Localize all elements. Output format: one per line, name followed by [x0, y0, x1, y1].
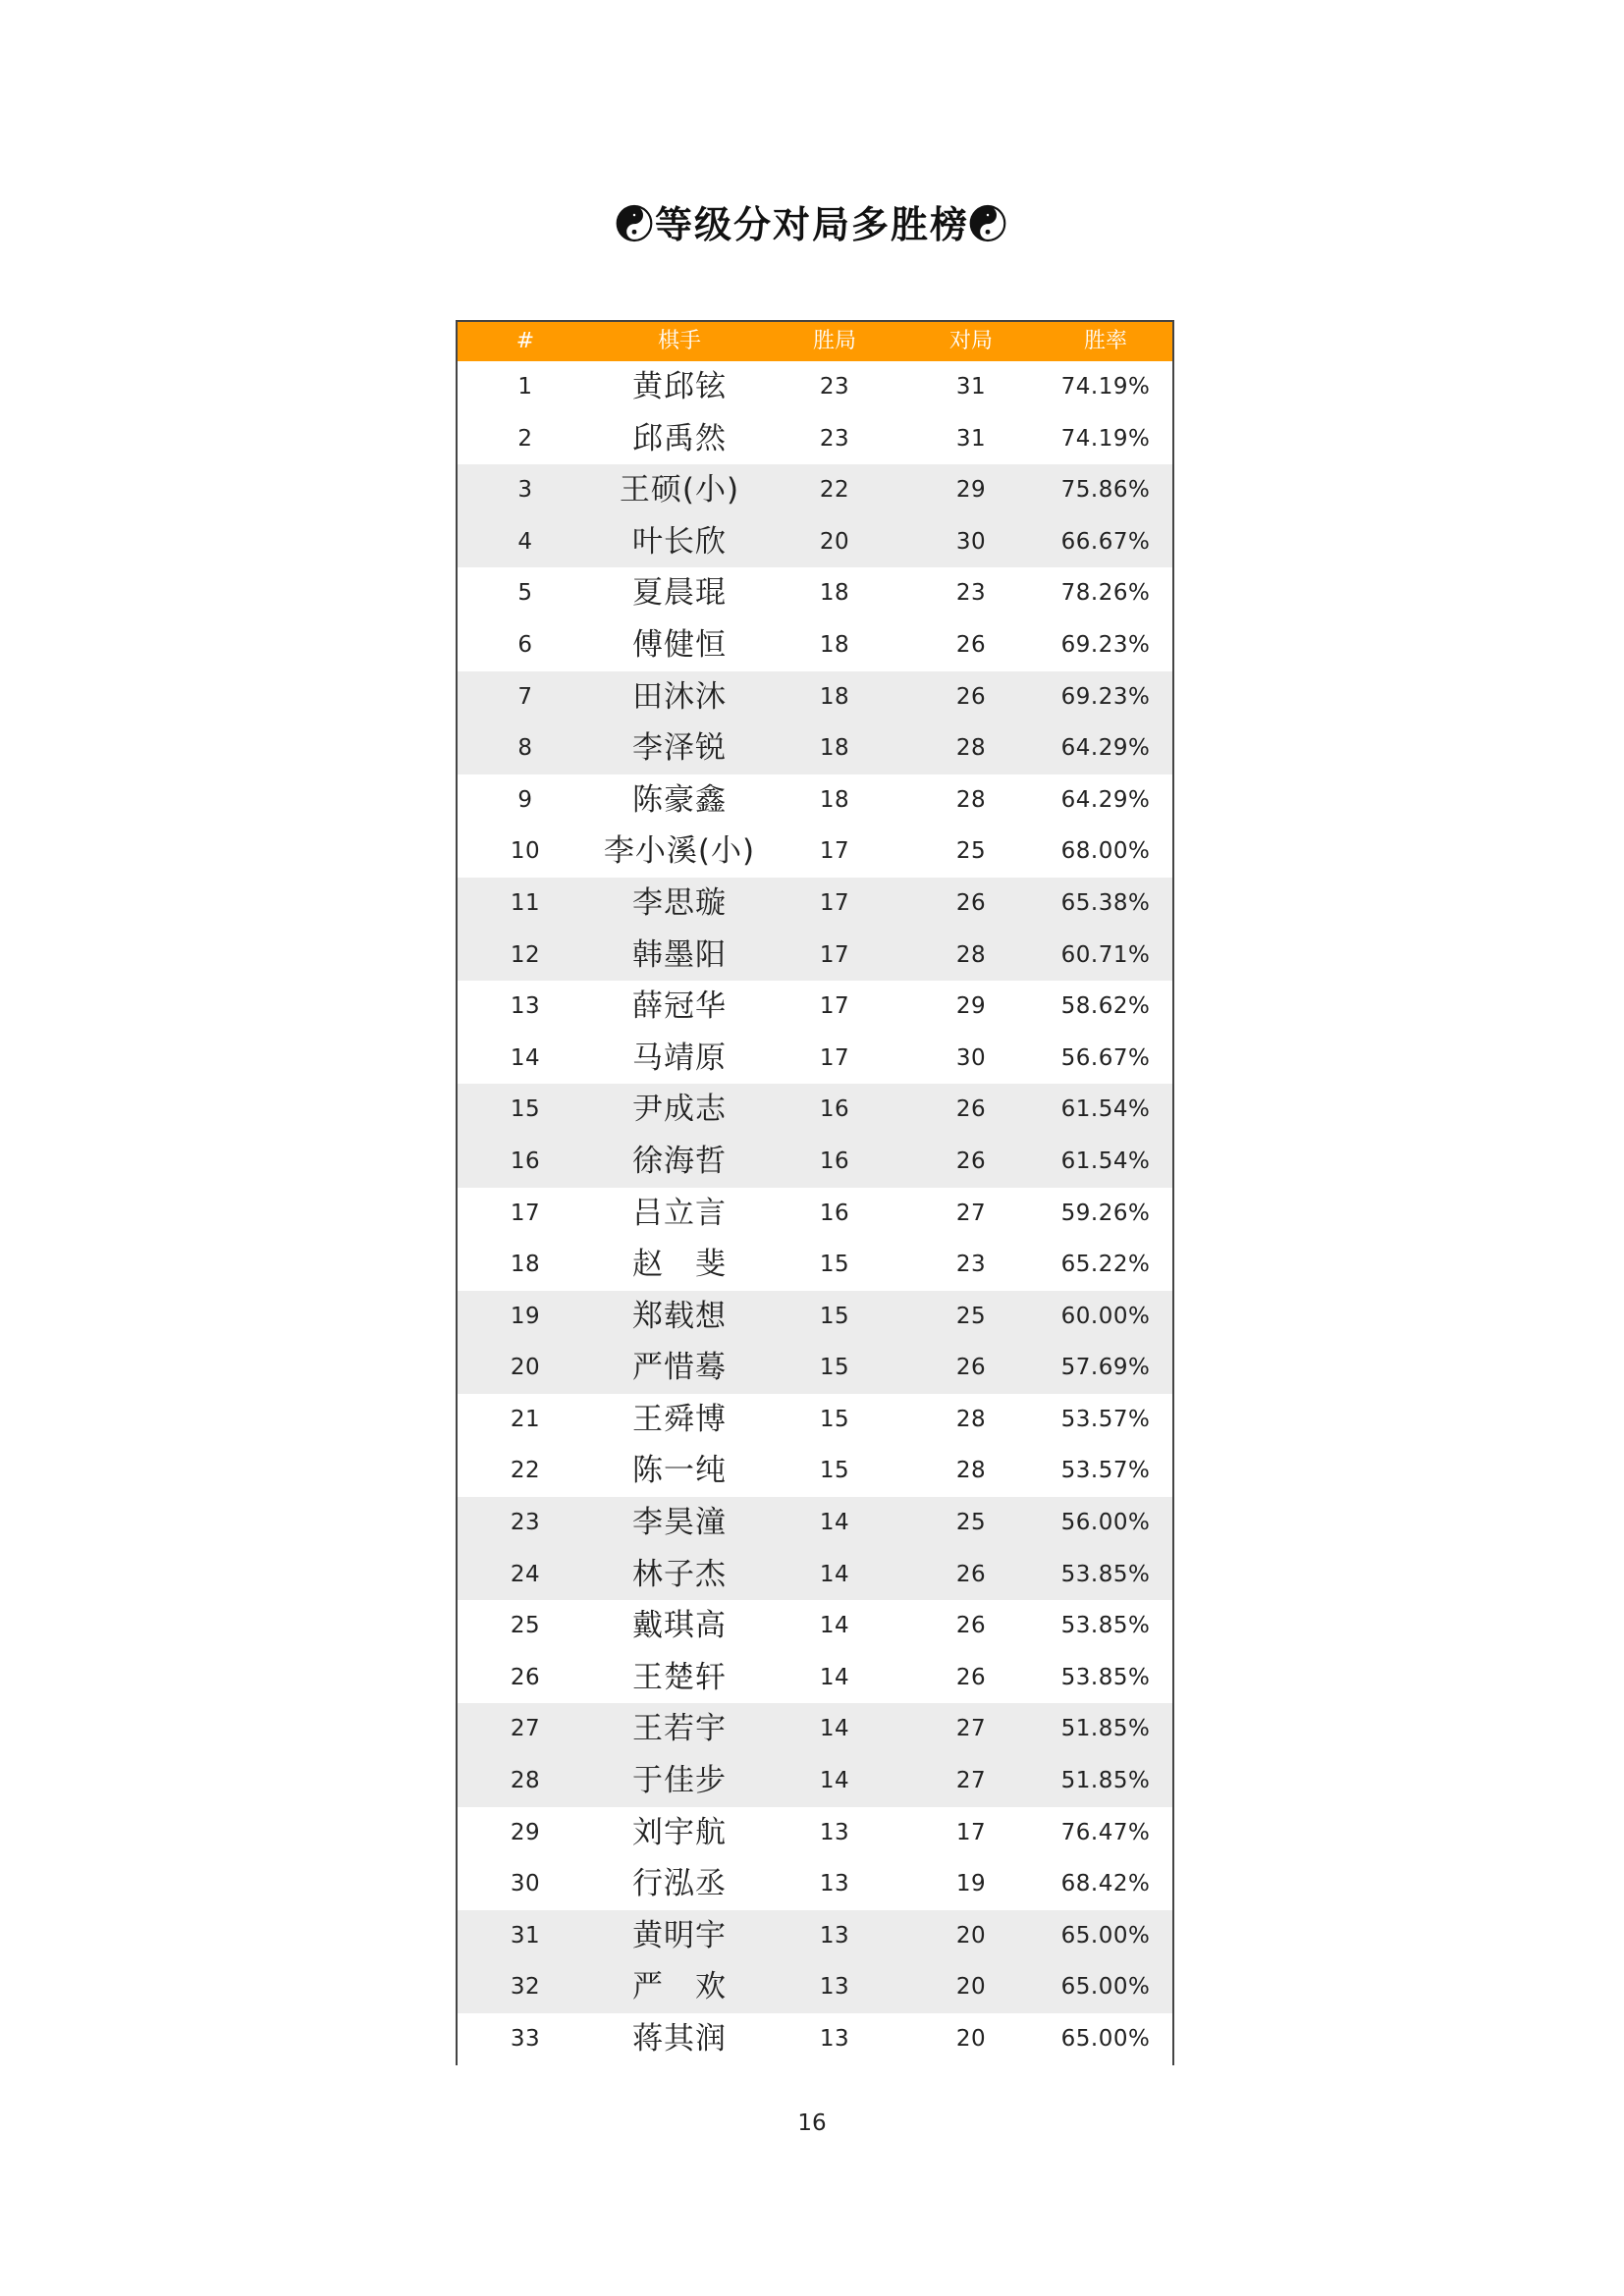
table-row	[458, 567, 1172, 619]
player-name-cell: 王楚轩	[632, 1659, 727, 1695]
table-row	[458, 1188, 1172, 1240]
table-row	[458, 413, 1172, 465]
wins-cell: 17	[819, 993, 850, 1020]
win-rate-cell: 53.57%	[1060, 1458, 1151, 1484]
games-cell: 26	[955, 1096, 987, 1123]
column-header-wins: 胜局	[812, 329, 856, 353]
win-rate-cell: 53.57%	[1060, 1406, 1151, 1432]
win-rate-cell: 69.23%	[1060, 631, 1151, 658]
win-rate-cell: 76.47%	[1060, 1819, 1151, 1845]
rank-cell: 4	[517, 528, 533, 555]
win-rate-cell: 75.86%	[1060, 477, 1151, 504]
rank-cell: 33	[510, 2026, 541, 2052]
table-row	[458, 722, 1172, 774]
games-cell: 20	[955, 2026, 987, 2052]
wins-cell: 15	[819, 1458, 850, 1484]
games-cell: 30	[955, 1044, 987, 1071]
win-rate-cell: 74.19%	[1060, 425, 1151, 452]
table-row	[458, 826, 1172, 878]
table-row	[458, 516, 1172, 568]
games-cell: 26	[955, 1664, 987, 1690]
wins-cell: 18	[819, 580, 850, 607]
player-name-cell: 叶长欣	[632, 523, 727, 560]
player-name-cell: 徐海哲	[632, 1143, 727, 1179]
rank-cell: 24	[510, 1561, 541, 1587]
games-cell: 28	[955, 941, 987, 968]
win-rate-cell: 65.00%	[1060, 2026, 1151, 2052]
player-name-cell: 韩墨阳	[632, 936, 727, 973]
games-cell: 28	[955, 786, 987, 813]
column-header-games: 对局	[948, 329, 993, 353]
table-row	[458, 1084, 1172, 1136]
win-rate-cell: 65.00%	[1060, 1922, 1151, 1949]
player-name-cell: 傅健恒	[632, 626, 727, 663]
wins-cell: 15	[819, 1406, 850, 1432]
player-name-cell: 李思璇	[632, 884, 727, 921]
table-row	[458, 619, 1172, 671]
rank-cell: 1	[517, 374, 533, 400]
games-cell: 31	[955, 425, 987, 452]
column-header-rank: #	[515, 329, 535, 353]
player-name-cell: 吕立言	[632, 1195, 727, 1231]
table-row	[458, 464, 1172, 516]
wins-cell: 17	[819, 941, 850, 968]
rank-cell: 5	[517, 580, 533, 607]
games-cell: 27	[955, 1200, 987, 1226]
rank-cell: 15	[510, 1096, 541, 1123]
games-cell: 26	[955, 1148, 987, 1174]
table-row	[458, 1703, 1172, 1755]
wins-cell: 17	[819, 889, 850, 916]
win-rate-cell: 53.85%	[1060, 1561, 1151, 1587]
win-rate-cell: 56.00%	[1060, 1510, 1151, 1536]
player-name-cell: 刘宇航	[632, 1814, 727, 1850]
games-cell: 23	[955, 580, 987, 607]
wins-cell: 13	[819, 1871, 850, 1897]
table-row	[458, 1136, 1172, 1188]
column-header-player: 棋手	[657, 329, 701, 353]
rank-cell: 22	[510, 1458, 541, 1484]
table-row	[458, 1652, 1172, 1704]
table-row	[458, 878, 1172, 930]
table-row	[458, 1291, 1172, 1343]
games-cell: 19	[955, 1871, 987, 1897]
wins-cell: 17	[819, 1044, 850, 1071]
wins-cell: 14	[819, 1561, 850, 1587]
games-cell: 28	[955, 1406, 987, 1432]
games-cell: 26	[955, 683, 987, 710]
win-rate-cell: 60.00%	[1060, 1303, 1151, 1329]
rank-cell: 21	[510, 1406, 541, 1432]
games-cell: 26	[955, 1613, 987, 1639]
table-header	[458, 322, 1172, 361]
win-rate-cell: 68.00%	[1060, 838, 1151, 865]
column-header-win-rate: 胜率	[1083, 329, 1127, 353]
rank-cell: 8	[517, 735, 533, 762]
player-name-cell: 行泓丞	[632, 1866, 727, 1902]
wins-cell: 13	[819, 2026, 850, 2052]
table-row	[458, 1239, 1172, 1291]
rank-cell: 11	[510, 889, 541, 916]
win-rate-cell: 65.00%	[1060, 1974, 1151, 2001]
rank-cell: 31	[510, 1922, 541, 1949]
player-name-cell: 陈豪鑫	[632, 781, 727, 818]
wins-cell: 14	[819, 1613, 850, 1639]
table-row	[458, 361, 1172, 413]
wins-cell: 14	[819, 1510, 850, 1536]
games-cell: 31	[955, 374, 987, 400]
games-cell: 26	[955, 1561, 987, 1587]
win-rate-cell: 66.67%	[1060, 528, 1151, 555]
win-rate-cell: 65.38%	[1060, 889, 1151, 916]
player-name-cell: 李昊潼	[632, 1505, 727, 1541]
player-name-cell: 王舜博	[632, 1401, 727, 1437]
win-rate-cell: 64.29%	[1060, 786, 1151, 813]
rank-cell: 32	[510, 1974, 541, 2001]
rank-cell: 28	[510, 1768, 541, 1794]
win-rate-cell: 74.19%	[1060, 374, 1151, 400]
player-name-cell: 严 欢	[632, 1969, 727, 2005]
player-name-cell: 黄邱铉	[632, 369, 727, 404]
win-rate-cell: 61.54%	[1060, 1148, 1151, 1174]
wins-cell: 16	[819, 1200, 850, 1226]
rank-cell: 23	[510, 1510, 541, 1536]
wins-cell: 13	[819, 1974, 850, 2001]
wins-cell: 14	[819, 1768, 850, 1794]
wins-cell: 16	[819, 1096, 850, 1123]
games-cell: 29	[955, 477, 987, 504]
table-row	[458, 1549, 1172, 1601]
leaderboard-table	[456, 320, 1174, 2065]
games-cell: 28	[955, 1458, 987, 1484]
wins-cell: 17	[819, 838, 850, 865]
player-name-cell: 夏晨琨	[632, 575, 727, 612]
table-row	[458, 2013, 1172, 2065]
win-rate-cell: 57.69%	[1060, 1355, 1151, 1381]
table-row	[458, 1755, 1172, 1807]
table-row	[458, 981, 1172, 1033]
win-rate-cell: 60.71%	[1060, 941, 1151, 968]
table-row	[458, 1445, 1172, 1497]
table-row	[458, 1961, 1172, 2013]
games-cell: 20	[955, 1922, 987, 1949]
rank-cell: 19	[510, 1303, 541, 1329]
player-name-cell: 黄明宇	[632, 1917, 727, 1953]
wins-cell: 16	[819, 1148, 850, 1174]
win-rate-cell: 51.85%	[1060, 1768, 1151, 1794]
rank-cell: 25	[510, 1613, 541, 1639]
games-cell: 28	[955, 735, 987, 762]
wins-cell: 14	[819, 1716, 850, 1742]
player-name-cell: 林子杰	[632, 1556, 727, 1592]
games-cell: 30	[955, 528, 987, 555]
player-name-cell: 王硕(小)	[619, 472, 740, 508]
table-row	[458, 1858, 1172, 1910]
table-row	[458, 774, 1172, 827]
player-name-cell: 尹成志	[632, 1092, 727, 1128]
rank-cell: 27	[510, 1716, 541, 1742]
wins-cell: 18	[819, 786, 850, 813]
wins-cell: 23	[819, 425, 850, 452]
games-cell: 20	[955, 1974, 987, 2001]
rank-cell: 3	[517, 477, 533, 504]
table-row	[458, 1910, 1172, 1962]
wins-cell: 18	[819, 683, 850, 710]
games-cell: 25	[955, 838, 987, 865]
player-name-cell: 蒋其润	[632, 2021, 727, 2056]
table-row	[458, 930, 1172, 982]
player-name-cell: 郑载想	[632, 1298, 727, 1334]
player-name-cell: 李泽锐	[632, 730, 727, 767]
win-rate-cell: 64.29%	[1060, 735, 1151, 762]
games-cell: 26	[955, 631, 987, 658]
games-cell: 29	[955, 993, 987, 1020]
games-cell: 25	[955, 1510, 987, 1536]
win-rate-cell: 61.54%	[1060, 1096, 1151, 1123]
rank-cell: 10	[510, 838, 541, 865]
rank-cell: 12	[510, 941, 541, 968]
rank-cell: 14	[510, 1044, 541, 1071]
wins-cell: 14	[819, 1664, 850, 1690]
rank-cell: 18	[510, 1252, 541, 1278]
win-rate-cell: 53.85%	[1060, 1613, 1151, 1639]
player-name-cell: 戴琪高	[632, 1608, 727, 1644]
rank-cell: 16	[510, 1148, 541, 1174]
win-rate-cell: 59.26%	[1060, 1200, 1151, 1226]
games-cell: 27	[955, 1768, 987, 1794]
wins-cell: 18	[819, 735, 850, 762]
win-rate-cell: 51.85%	[1060, 1716, 1151, 1742]
games-cell: 25	[955, 1303, 987, 1329]
games-cell: 26	[955, 1355, 987, 1381]
games-cell: 23	[955, 1252, 987, 1278]
player-name-cell: 李小溪(小)	[603, 833, 756, 870]
games-cell: 17	[955, 1819, 987, 1845]
table-row	[458, 1497, 1172, 1549]
wins-cell: 23	[819, 374, 850, 400]
player-name-cell: 田沐沐	[632, 678, 727, 715]
player-name-cell: 严惜蓦	[632, 1350, 727, 1386]
table-row	[458, 1394, 1172, 1446]
wins-cell: 15	[819, 1303, 850, 1329]
rank-cell: 9	[517, 786, 533, 813]
table-row	[458, 671, 1172, 723]
rank-cell: 13	[510, 993, 541, 1020]
table-row	[458, 1342, 1172, 1394]
win-rate-cell: 69.23%	[1060, 683, 1151, 710]
wins-cell: 20	[819, 528, 850, 555]
player-name-cell: 邱禹然	[632, 420, 727, 456]
rank-cell: 26	[510, 1664, 541, 1690]
table-row	[458, 1807, 1172, 1859]
table-row	[458, 1033, 1172, 1085]
win-rate-cell: 56.67%	[1060, 1044, 1151, 1071]
player-name-cell: 于佳步	[632, 1763, 727, 1799]
player-name-cell: 王若宇	[632, 1711, 727, 1747]
page-number: 16	[797, 2110, 827, 2136]
wins-cell: 22	[819, 477, 850, 504]
rank-cell: 7	[517, 683, 533, 710]
win-rate-cell: 53.85%	[1060, 1664, 1151, 1690]
games-cell: 27	[955, 1716, 987, 1742]
win-rate-cell: 65.22%	[1060, 1252, 1151, 1278]
games-cell: 26	[955, 889, 987, 916]
wins-cell: 15	[819, 1252, 850, 1278]
wins-cell: 15	[819, 1355, 850, 1381]
win-rate-cell: 58.62%	[1060, 993, 1151, 1020]
table-row	[458, 1600, 1172, 1652]
win-rate-cell: 68.42%	[1060, 1871, 1151, 1897]
rank-cell: 2	[517, 425, 533, 452]
player-name-cell: 马靖原	[632, 1040, 727, 1076]
win-rate-cell: 78.26%	[1060, 580, 1151, 607]
rank-cell: 20	[510, 1355, 541, 1381]
wins-cell: 13	[819, 1922, 850, 1949]
rank-cell: 29	[510, 1819, 541, 1845]
player-name-cell: 薛冠华	[632, 988, 727, 1025]
rank-cell: 6	[517, 631, 533, 658]
player-name-cell: 陈一纯	[632, 1453, 727, 1489]
player-name-cell: 赵 斐	[632, 1247, 727, 1283]
wins-cell: 18	[819, 631, 850, 658]
rank-cell: 17	[510, 1200, 541, 1226]
page-title: ☯等级分对局多胜榜☯	[615, 202, 1008, 246]
rank-cell: 30	[510, 1871, 541, 1897]
wins-cell: 13	[819, 1819, 850, 1845]
